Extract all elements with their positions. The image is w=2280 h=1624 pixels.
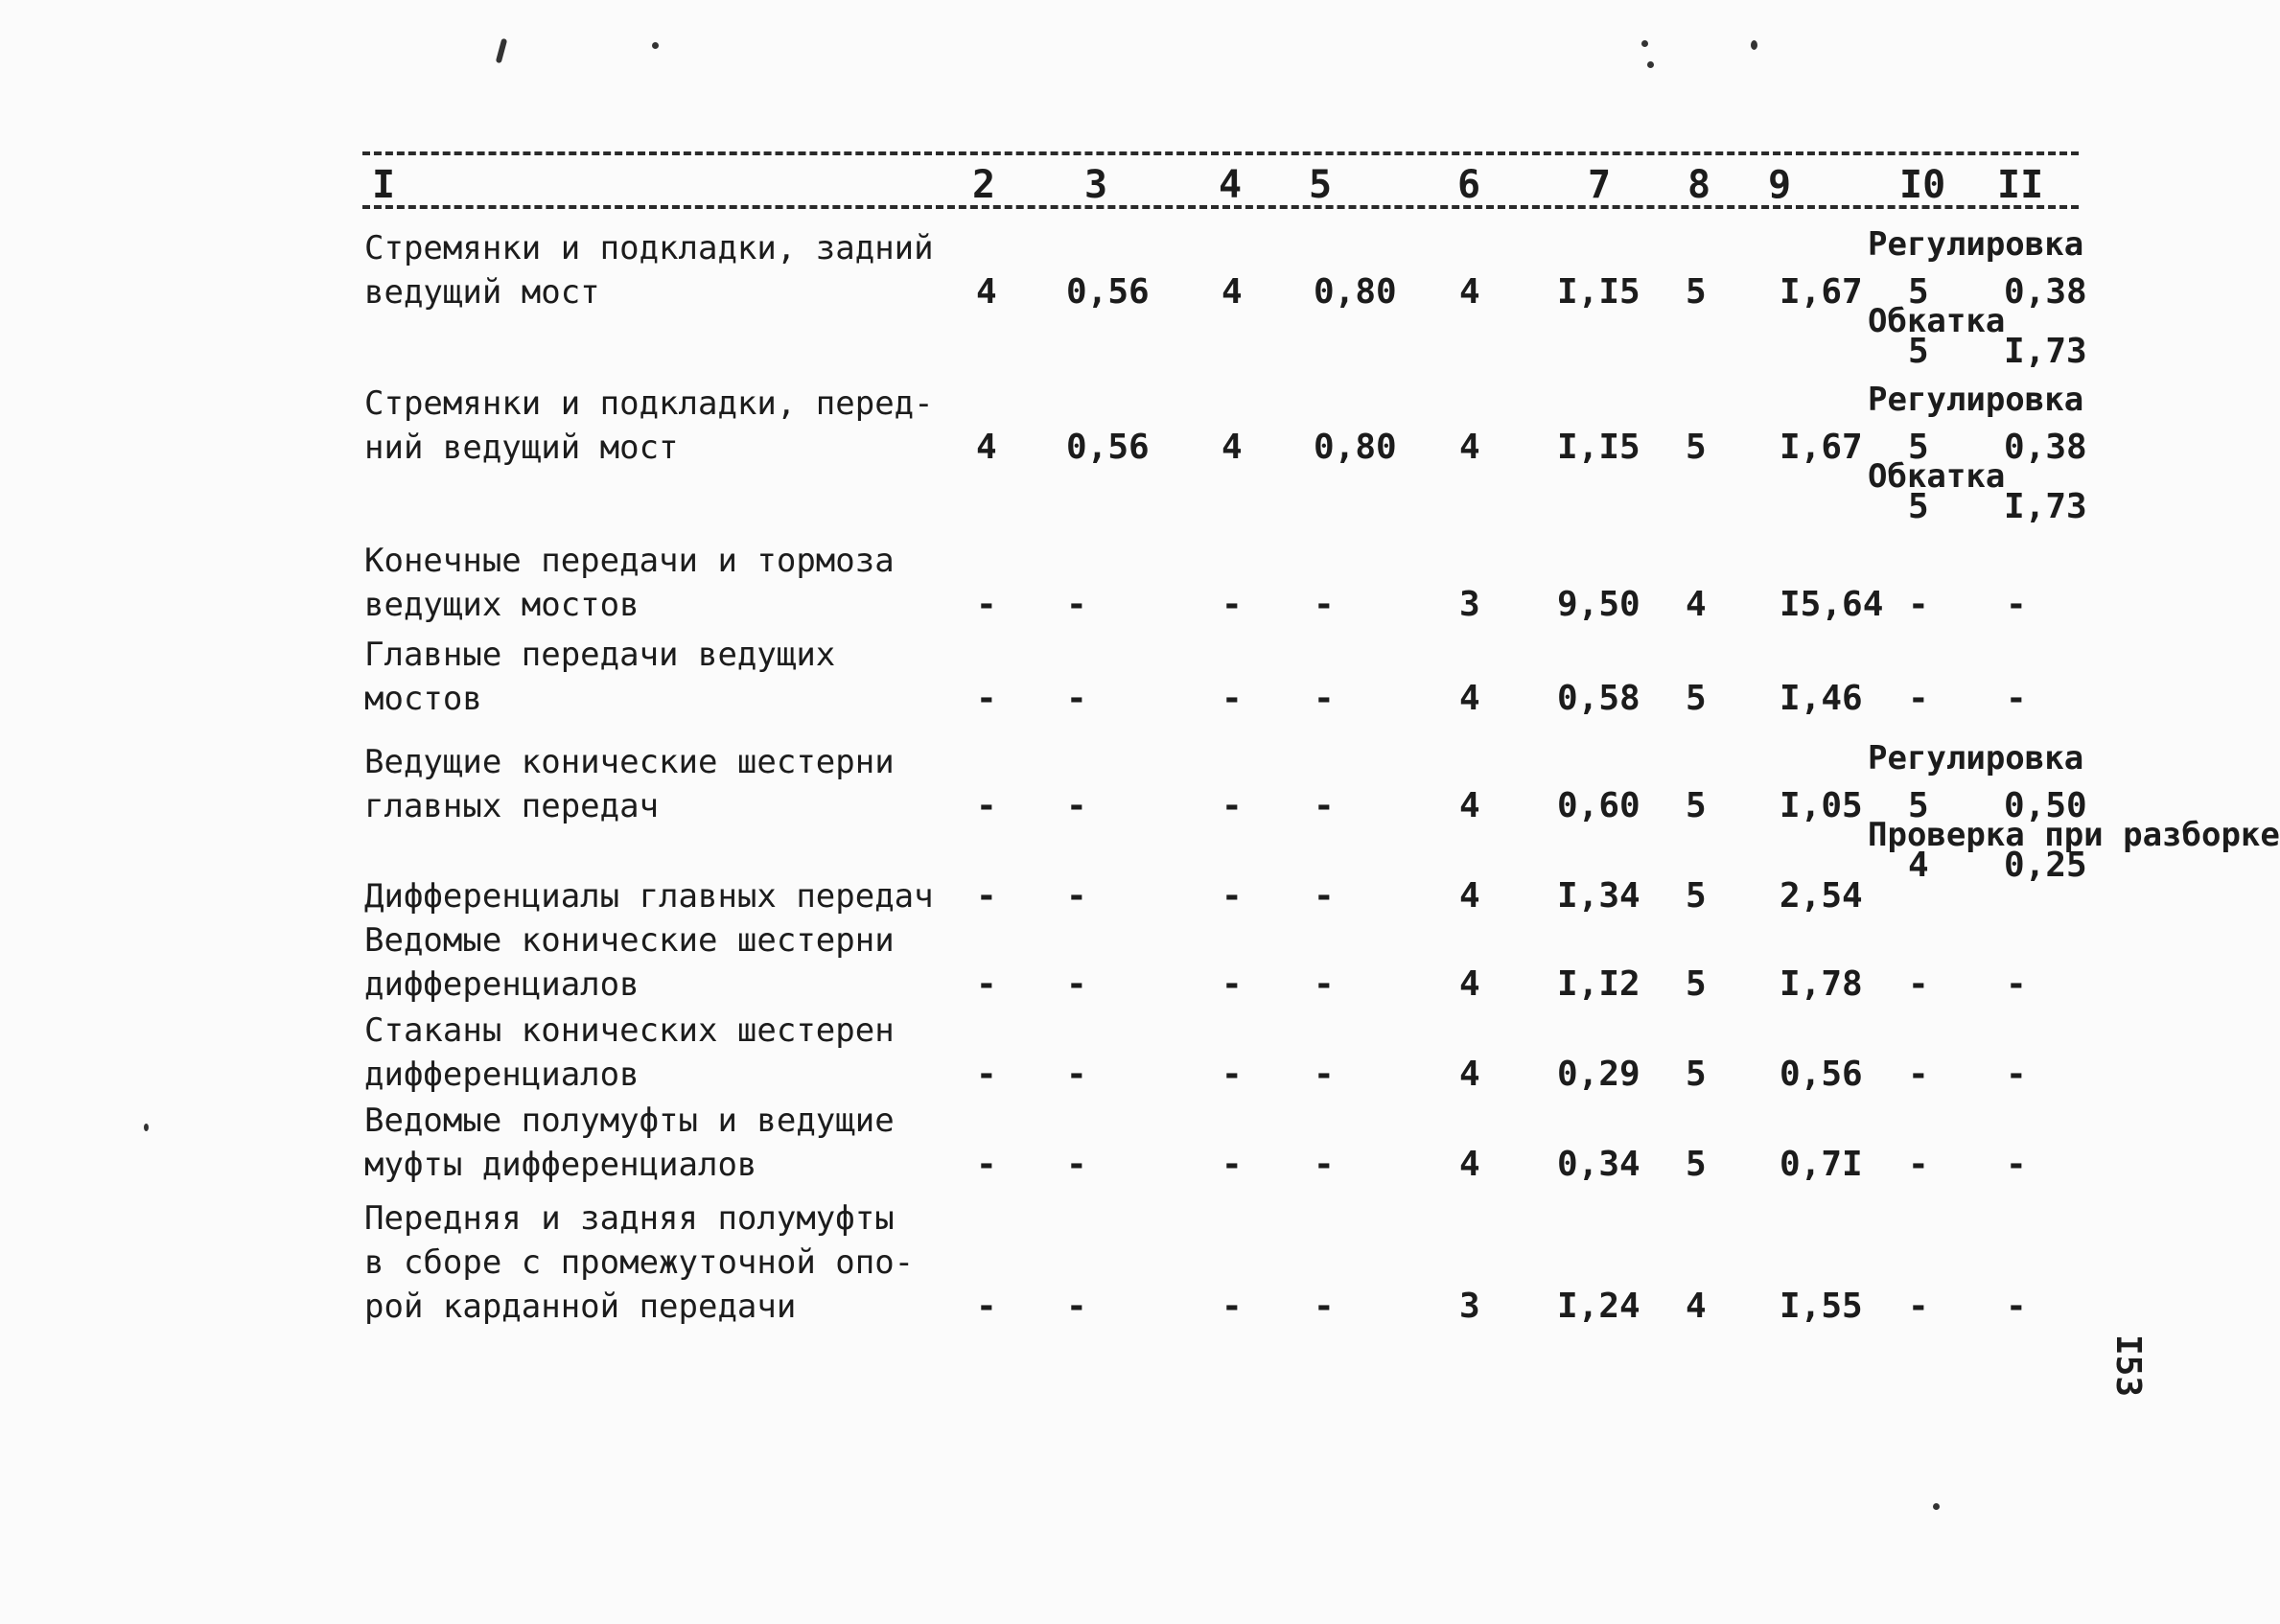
scan-speck	[1641, 40, 1648, 47]
cell-c9: I,46	[1780, 679, 1863, 718]
cell-c7: 0,34	[1557, 1145, 1640, 1184]
cell-c5: -	[1314, 964, 1335, 1004]
note-title: Регулировка	[1868, 739, 2084, 777]
cell-c2: -	[976, 1287, 997, 1326]
row-label-line: Ведущие конические шестерни	[364, 743, 895, 781]
cell-c8: 5	[1686, 786, 1707, 825]
cell-c7: I,34	[1557, 876, 1640, 916]
cell-c3: -	[1066, 876, 1087, 916]
row-label	[364, 1196, 914, 1329]
scan-speck	[144, 1124, 149, 1131]
header-col-9: 9	[1768, 163, 1792, 207]
cell-c6: 4	[1459, 1055, 1480, 1094]
cell-c8: 5	[1686, 1145, 1707, 1184]
cell-c5: -	[1314, 1055, 1335, 1094]
cell-c2: 4	[976, 428, 997, 467]
cell-c3: 0,56	[1066, 428, 1150, 467]
row-label-line: Конечные передачи и тормоза	[364, 542, 895, 580]
note-cell-11: 0,25	[2004, 846, 2087, 885]
row-label-line: дифференциалов	[364, 1056, 640, 1094]
cell-c11: -	[2006, 1055, 2027, 1094]
cell-c6: 4	[1459, 272, 1480, 312]
cell-c11: -	[2006, 679, 2027, 718]
cell-c4: -	[1221, 786, 1243, 825]
cell-c8: 5	[1686, 1055, 1707, 1094]
cell-c11: -	[2006, 1287, 2027, 1326]
header-col-8: 8	[1687, 163, 1711, 207]
row-label-line: Передняя и задняя полумуфты	[364, 1199, 895, 1238]
cell-c10: -	[1908, 585, 1929, 624]
note-title: Регулировка	[1868, 381, 2084, 419]
cell-c9: I,55	[1780, 1287, 1863, 1326]
cell-c6: 4	[1459, 679, 1480, 718]
cell-c4: 4	[1221, 428, 1243, 467]
cell-c5: -	[1314, 876, 1335, 916]
cell-c9: I5,64	[1780, 585, 1884, 624]
cell-c8: 5	[1686, 272, 1707, 312]
cell-c9: I,78	[1780, 964, 1863, 1004]
cell-c10: -	[1908, 1145, 1929, 1184]
row-label-line: Ведомые полумуфты и ведущие	[364, 1102, 895, 1140]
row-label-line: Главные передачи ведущих	[364, 636, 836, 674]
cell-c9: 0,56	[1780, 1055, 1863, 1094]
table-header	[362, 161, 2079, 209]
cell-c4: -	[1221, 964, 1243, 1004]
cell-c7: I,I5	[1557, 272, 1640, 312]
row-label	[364, 740, 895, 828]
cell-c8: 5	[1686, 428, 1707, 467]
row-label-line: Ведомые конические шестерни	[364, 921, 895, 960]
header-col-2: 2	[972, 163, 996, 207]
row-label	[364, 633, 835, 721]
note-cell-11: I,73	[2004, 332, 2087, 371]
note-cell-11: 0,38	[2004, 272, 2087, 312]
scan-speck	[1751, 40, 1757, 50]
row-label-line: Стаканы конических шестерен	[364, 1011, 895, 1050]
row-label-line: главных передач	[364, 787, 660, 825]
cell-c6: 4	[1459, 428, 1480, 467]
cell-c4: -	[1221, 1145, 1243, 1184]
header-dashed-rule	[362, 205, 2079, 209]
cell-c2: -	[976, 786, 997, 825]
cell-c4: -	[1221, 1287, 1243, 1326]
cell-c2: 4	[976, 272, 997, 312]
header-col-7: 7	[1588, 163, 1612, 207]
cell-c3: 0,56	[1066, 272, 1150, 312]
cell-c6: 4	[1459, 964, 1480, 1004]
cell-c3: -	[1066, 786, 1087, 825]
cell-c3: -	[1066, 964, 1087, 1004]
cell-c10: -	[1908, 679, 1929, 718]
row-label-line: мостов	[364, 680, 482, 718]
cell-c2: -	[976, 679, 997, 718]
cell-c8: 5	[1686, 964, 1707, 1004]
note-cell-11: 0,50	[2004, 786, 2087, 825]
cell-c4: -	[1221, 876, 1243, 916]
cell-c3: -	[1066, 1145, 1087, 1184]
row-label-line: ведущий мост	[364, 273, 600, 312]
row-label-line: муфты дифференциалов	[364, 1146, 757, 1184]
cell-c3: -	[1066, 679, 1087, 718]
row-label-line: ведущих мостов	[364, 586, 640, 624]
cell-c4: -	[1221, 585, 1243, 624]
cell-c6: 3	[1459, 1287, 1480, 1326]
note-title: Обкатка	[1868, 302, 2006, 340]
cell-c5: 0,80	[1314, 272, 1397, 312]
header-col-4: 4	[1219, 163, 1243, 207]
row-label	[364, 874, 934, 918]
cell-c4: 4	[1221, 272, 1243, 312]
cell-c10: -	[1908, 964, 1929, 1004]
row-label-line: рой карданной передачи	[364, 1288, 797, 1326]
cell-c2: -	[976, 964, 997, 1004]
cell-c9: I,67	[1780, 428, 1863, 467]
row-label	[364, 1009, 895, 1097]
cell-c5: -	[1314, 679, 1335, 718]
cell-c7: 0,60	[1557, 786, 1640, 825]
top-dashed-rule	[362, 151, 2079, 155]
cell-c2: -	[976, 585, 997, 624]
cell-c6: 4	[1459, 786, 1480, 825]
cell-c8: 4	[1686, 1287, 1707, 1326]
cell-c3: -	[1066, 1055, 1087, 1094]
row-label	[364, 1099, 895, 1187]
row-label-line: дифференциалов	[364, 965, 640, 1004]
cell-c2: -	[976, 876, 997, 916]
cell-c7: 9,50	[1557, 585, 1640, 624]
header-col-3: 3	[1084, 163, 1108, 207]
row-label-line: Дифференциалы главных передач	[364, 877, 934, 916]
cell-c8: 5	[1686, 679, 1707, 718]
cell-c5: -	[1314, 1145, 1335, 1184]
cell-c9: 0,7I	[1780, 1145, 1863, 1184]
header-col-5: 5	[1309, 163, 1333, 207]
cell-c6: 4	[1459, 1145, 1480, 1184]
cell-c7: I,I5	[1557, 428, 1640, 467]
row-label	[364, 226, 934, 314]
header-col-10: I0	[1899, 163, 1946, 207]
cell-c4: -	[1221, 679, 1243, 718]
header-col-11: II	[1997, 163, 2044, 207]
note-title: Проверка при разборке	[1868, 816, 2280, 854]
note-cell-10: 5	[1908, 272, 1929, 312]
row-label-line: ний ведущий мост	[364, 429, 679, 467]
cell-c3: -	[1066, 585, 1087, 624]
note-cell-11: I,73	[2004, 487, 2087, 526]
cell-c5: -	[1314, 786, 1335, 825]
cell-c11: -	[2006, 1145, 2027, 1184]
cell-c6: 4	[1459, 876, 1480, 916]
row-label	[364, 539, 895, 627]
note-cell-10: 5	[1908, 428, 1929, 467]
note-title: Регулировка	[1868, 225, 2084, 264]
cell-c11: -	[2006, 964, 2027, 1004]
row-label	[364, 918, 895, 1007]
cell-c11: -	[2006, 585, 2027, 624]
page-number: I53	[2108, 1334, 2148, 1398]
cell-c6: 3	[1459, 585, 1480, 624]
cell-c9: I,67	[1780, 272, 1863, 312]
scan-speck	[652, 42, 659, 49]
cell-c2: -	[976, 1145, 997, 1184]
cell-c4: -	[1221, 1055, 1243, 1094]
cell-c7: 0,29	[1557, 1055, 1640, 1094]
row-label	[364, 382, 934, 470]
cell-c7: 0,58	[1557, 679, 1640, 718]
cell-c10: -	[1908, 1287, 1929, 1326]
note-title: Обкатка	[1868, 457, 2006, 496]
note-cell-10: 5	[1908, 332, 1929, 371]
row-label-line: Стремянки и подкладки, задний	[364, 229, 934, 267]
row-label-line: Стремянки и подкладки, перед-	[364, 384, 934, 423]
scan-speck	[1933, 1503, 1940, 1510]
scan-speck	[496, 38, 508, 64]
row-label-line: в сборе с промежуточной опо-	[364, 1243, 915, 1282]
header-col-1: I	[372, 163, 396, 207]
cell-c5: -	[1314, 585, 1335, 624]
scan-speck	[1647, 61, 1654, 68]
cell-c3: -	[1066, 1287, 1087, 1326]
cell-c7: I,24	[1557, 1287, 1640, 1326]
note-cell-10: 5	[1908, 786, 1929, 825]
cell-c2: -	[976, 1055, 997, 1094]
cell-c5: -	[1314, 1287, 1335, 1326]
cell-c9: I,05	[1780, 786, 1863, 825]
note-cell-11: 0,38	[2004, 428, 2087, 467]
cell-c9: 2,54	[1780, 876, 1863, 916]
cell-c5: 0,80	[1314, 428, 1397, 467]
note-cell-10: 4	[1908, 846, 1929, 885]
header-col-6: 6	[1457, 163, 1481, 207]
note-cell-10: 5	[1908, 487, 1929, 526]
cell-c8: 4	[1686, 585, 1707, 624]
cell-c7: I,I2	[1557, 964, 1640, 1004]
cell-c10: -	[1908, 1055, 1929, 1094]
cell-c8: 5	[1686, 876, 1707, 916]
